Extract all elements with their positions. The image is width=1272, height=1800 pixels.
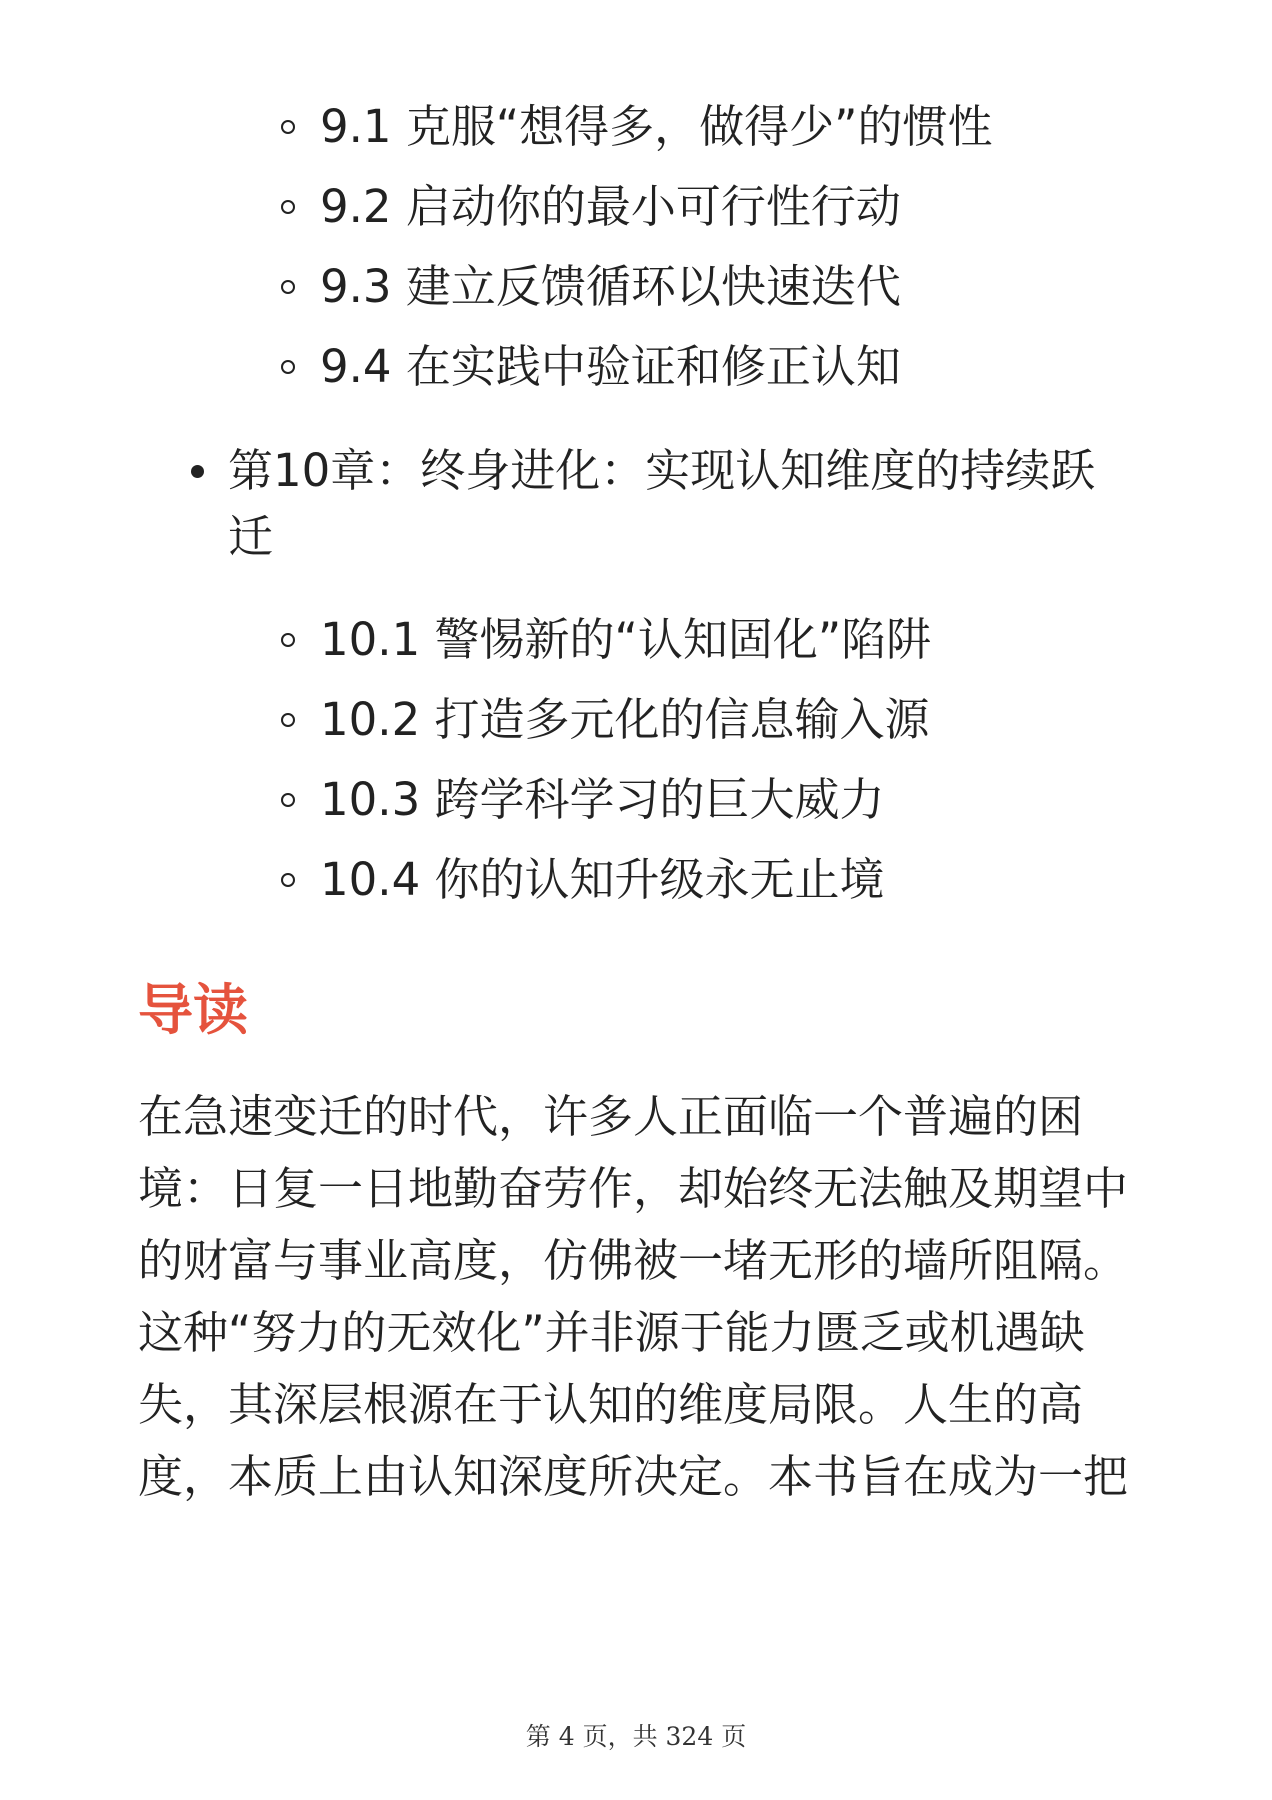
hollow-bullet-icon	[281, 633, 295, 647]
hollow-bullet-icon	[281, 793, 295, 807]
toc-subsection-item	[320, 174, 1220, 240]
toc-chapter-item	[228, 438, 1118, 913]
page-number-footer: 第 4 页，共 324 页	[525, 1722, 747, 1751]
chapter-9-subsection-list	[320, 94, 1220, 400]
hollow-bullet-icon	[281, 713, 295, 727]
toc-subsection-item	[320, 334, 1220, 400]
toc-subsection-title: 9.4 在实践中验证和修正认知	[320, 340, 901, 393]
toc-subsection-item	[320, 847, 1118, 913]
toc-subsection-title: 10.2 打造多元化的信息输入源	[320, 693, 930, 746]
toc-subsection-title: 10.4 你的认知升级永无止境	[320, 853, 885, 906]
toc-chapter-title: 第10章：终身进化：实现认知维度的持续跃迁	[228, 444, 1096, 563]
toc-subsection-item	[320, 767, 1118, 833]
hollow-bullet-icon	[281, 200, 295, 214]
filled-bullet-icon	[191, 465, 204, 478]
chapter-10-subsection-list	[228, 607, 1118, 913]
toc-subsection-item	[320, 607, 1118, 673]
toc-subsection-title: 9.2 启动你的最小可行性行动	[320, 180, 901, 233]
toc-subsection-item	[320, 687, 1118, 753]
toc-subsection-title: 9.3 建立反馈循环以快速迭代	[320, 260, 901, 313]
hollow-bullet-icon	[281, 280, 295, 294]
intro-body-paragraph: 在急速变迁的时代，许多人正面临一个普遍的困境：日复一日地勤奋劳作，却始终无法触及期望中的财富与事业高度，仿佛被一堵无形的墙所阻隔。这种“努力的无效化”并非源于能力匮乏或机遇缺失，其深层根源在于认知的维度局限。人生的高度，本质上由认知深度所决定。本书旨在成为一把	[138, 1090, 1129, 1503]
toc-subsection-title: 10.1 警惕新的“认知固化”陷阱	[320, 613, 932, 666]
toc-subsection-title: 9.1 克服“想得多，做得少”的惯性	[320, 100, 993, 153]
hollow-bullet-icon	[281, 873, 295, 887]
hollow-bullet-icon	[281, 120, 295, 134]
hollow-bullet-icon	[281, 360, 295, 374]
toc-subsection-item	[320, 94, 1220, 160]
toc-subsection-title: 10.3 跨学科学习的巨大威力	[320, 773, 885, 826]
toc-subsection-item	[320, 254, 1220, 320]
intro-section-heading: 导读	[138, 978, 249, 1042]
